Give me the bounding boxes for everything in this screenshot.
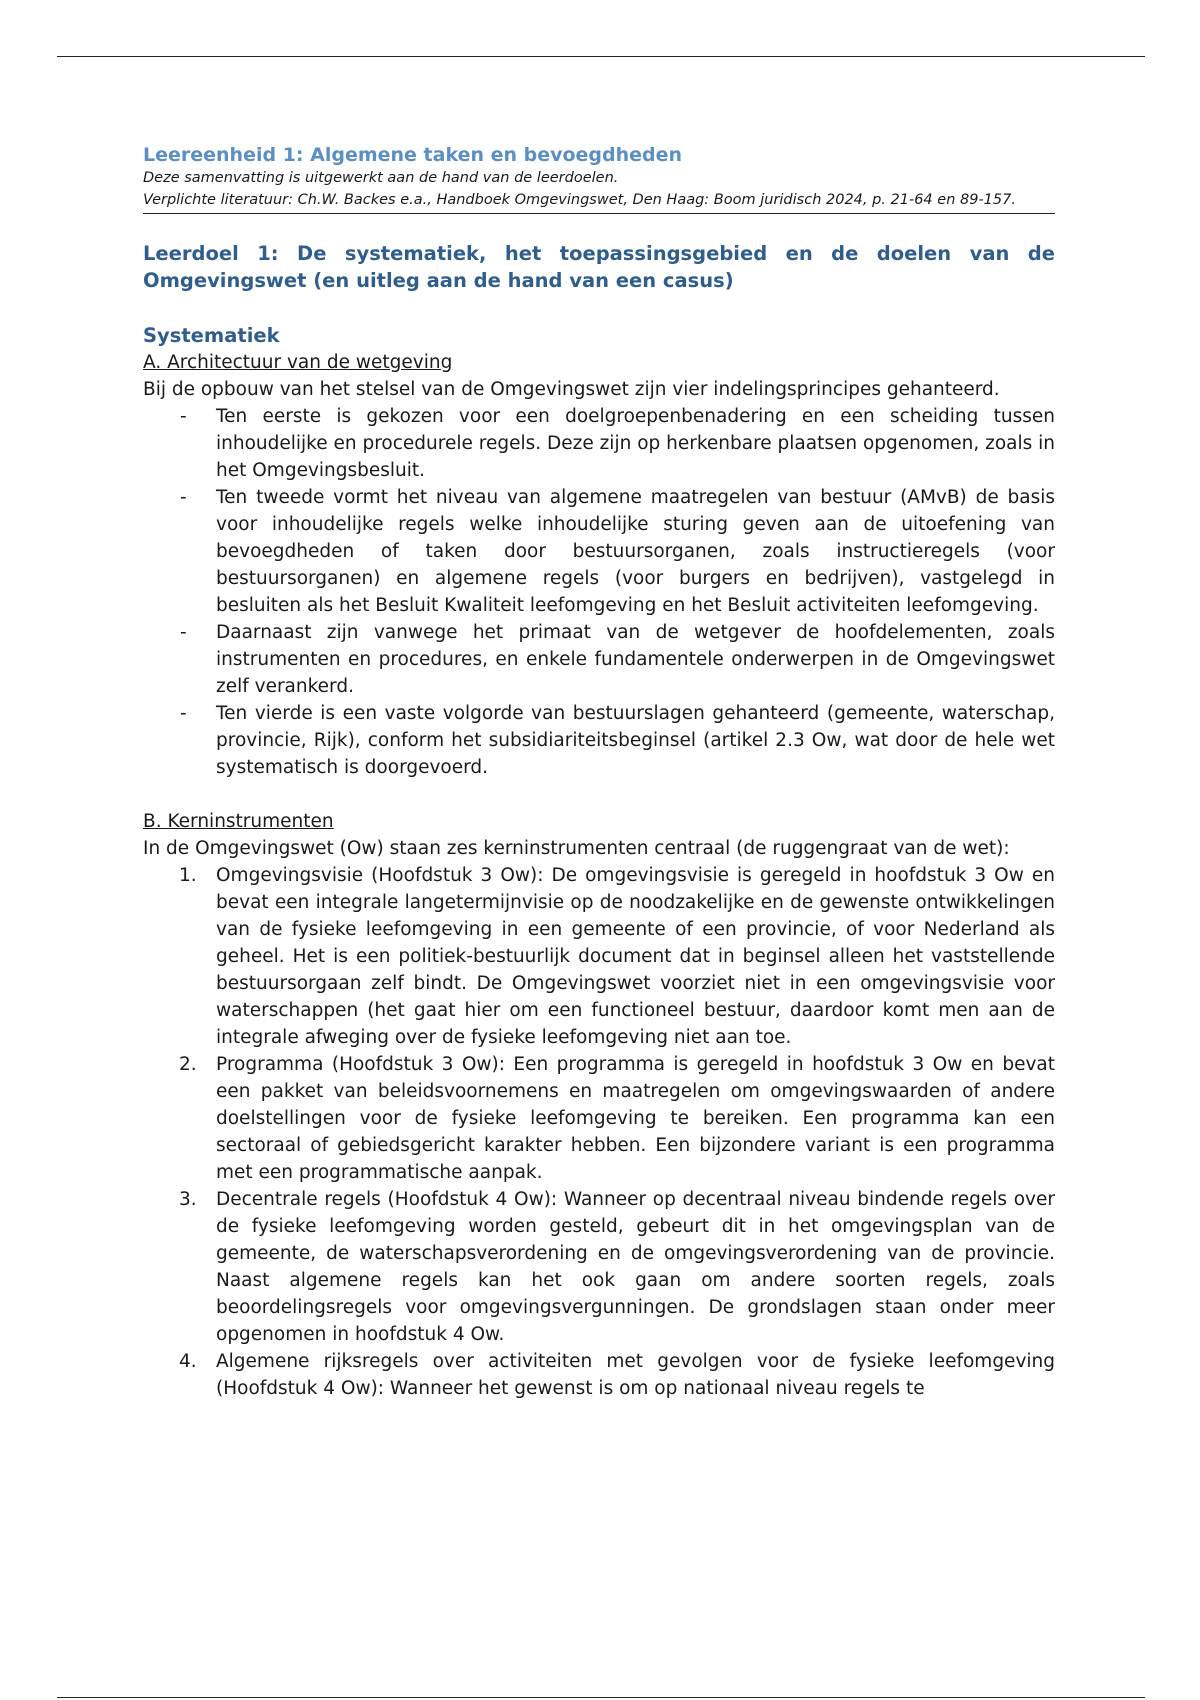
section-title-systematiek: Systematiek — [143, 324, 280, 347]
list-item — [143, 619, 1055, 700]
list-item-text: Omgevingsvisie (Hoofdstuk 3 Ow): De omgevingsvisie is geregeld in hoofdstuk 3 Ow en bevat een integrale langetermijnvisie op de noodzakelijke en de gewenste ontwikkelingen van de fysieke leefomgeving in een gemeente of een provincie, of voor Nederland als geheel. Het is een politiek-bestuurlijk document dat in beginsel alleen het vaststellende bestuursorgaan zelf bindt. De Omgevingswet voorziet niet in een omgevingsvisie voor waterschappen (het gaat hier om een functioneel bestuur, daardoor komt men aan de integrale afweging over de fysieke leefomgeving niet aan toe. — [216, 865, 1055, 1048]
list-item — [143, 1051, 1055, 1186]
subheading-architecture: A. Architectuur van de wetgeving — [143, 352, 453, 373]
list-item — [143, 862, 1055, 1051]
unit-title: Leereenheid 1: Algemene taken en bevoegdheden — [143, 144, 683, 166]
list-item-text: Ten eerste is gekozen voor een doelgroepenbenadering en een scheiding tussen inhoudelijke en procedurele regels. Deze zijn op herkenbare plaatsen opgenomen, zoals in het Omgevingsbesluit. — [216, 406, 1055, 481]
page-bottom-rule — [57, 1697, 1145, 1698]
dash-marker: - — [180, 406, 187, 427]
list-item-text: Decentrale regels (Hoofdstuk 4 Ow): Wanneer op decentraal niveau bindende regels over de fysieke leefomgeving worden gesteld, gebeurt dit in het omgevingsplan van de gemeente, de waterschapsverordening en de omgevingsverordening van de provincie. Naast algemene regels kan het ook gaan om andere soorten regels, zoals beoordelingsregels voor omgevingsvergunningen. De grondslagen staan onder meer opgenomen in hoofdstuk 4 Ow. — [216, 1189, 1055, 1345]
list-number: 2. — [179, 1054, 197, 1075]
document-body — [143, 143, 1055, 1402]
list-number: 4. — [179, 1351, 197, 1372]
dash-marker: - — [180, 622, 187, 643]
page-top-rule — [57, 56, 1145, 57]
core-instruments-list — [143, 862, 1055, 1402]
list-item — [143, 1348, 1055, 1402]
list-item-text: Programma (Hoofdstuk 3 Ow): Een programma is geregeld in hoofdstuk 3 Ow en bevat een pakket van beleidsvoornemens en maatregelen om omgevingswaarden of andere doelstellingen voor de fysieke leefomgeving te bereiken. Een programma kan een sectoraal of gebiedsgericht karakter hebben. Een bijzondere variant is een programma met een programmatische aanpak. — [216, 1054, 1055, 1183]
list-item-text: Ten vierde is een vaste volgorde van bestuurslagen gehanteerd (gemeente, waterschap, provincie, Rijk), conform het subsidiariteitsbeginsel (artikel 2.3 Ow, wat door de hele wet systematisch is doorgevoerd. — [216, 703, 1055, 778]
list-item — [143, 700, 1055, 781]
required-literature: Verplichte literatuur: Ch.W. Backes e.a., Handboek Omgevingswet, Den Haag: Boom juridisch 2024, p. 21-64 en 89-157. — [143, 192, 1016, 208]
list-item — [143, 484, 1055, 619]
list-item — [143, 1186, 1055, 1348]
list-number: 1. — [179, 865, 197, 886]
dash-marker: - — [180, 703, 187, 724]
dash-marker: - — [180, 487, 187, 508]
list-number: 3. — [179, 1189, 197, 1210]
header-divider — [143, 213, 1055, 214]
learning-goal-title: Leerdoel 1: De systematiek, het toepassingsgebied en de doelen van de Omgevingswet (en uitleg aan de hand van een casus) — [143, 242, 1055, 292]
subheading-core-instruments: B. Kerninstrumenten — [143, 811, 334, 832]
list-item-text: Daarnaast zijn vanwege het primaat van de wetgever de hoofdelementen, zoals instrumenten en procedures, en enkele fundamentele onderwerpen in de Omgevingswet zelf verankerd. — [216, 622, 1055, 697]
architecture-bullet-list — [143, 403, 1055, 781]
summary-intro: Deze samenvatting is uitgewerkt aan de hand van de leerdoelen. — [143, 170, 619, 186]
list-item-text: Algemene rijksregels over activiteiten met gevolgen voor de fysieke leefomgeving (Hoofdstuk 4 Ow): Wanneer het gewenst is om op nationaal niveau regels te — [216, 1351, 1055, 1399]
core-instruments-intro: In de Omgevingswet (Ow) staan zes kerninstrumenten centraal (de ruggengraat van de wet): — [143, 838, 1010, 859]
list-item — [143, 403, 1055, 484]
list-item-text: Ten tweede vormt het niveau van algemene maatregelen van bestuur (AMvB) de basis voor inhoudelijke regels welke inhoudelijke sturing geven aan de uitoefening van bevoegdheden of taken door bestuursorganen, zoals instructieregels (voor bestuursorganen) en algemene regels (voor burgers en bedrijven), vastgelegd in besluiten als het Besluit Kwaliteit leefomgeving en het Besluit activiteiten leefomgeving. — [216, 487, 1055, 616]
architecture-intro: Bij de opbouw van het stelsel van de Omgevingswet zijn vier indelingsprincipes gehanteerd. — [143, 379, 1000, 400]
